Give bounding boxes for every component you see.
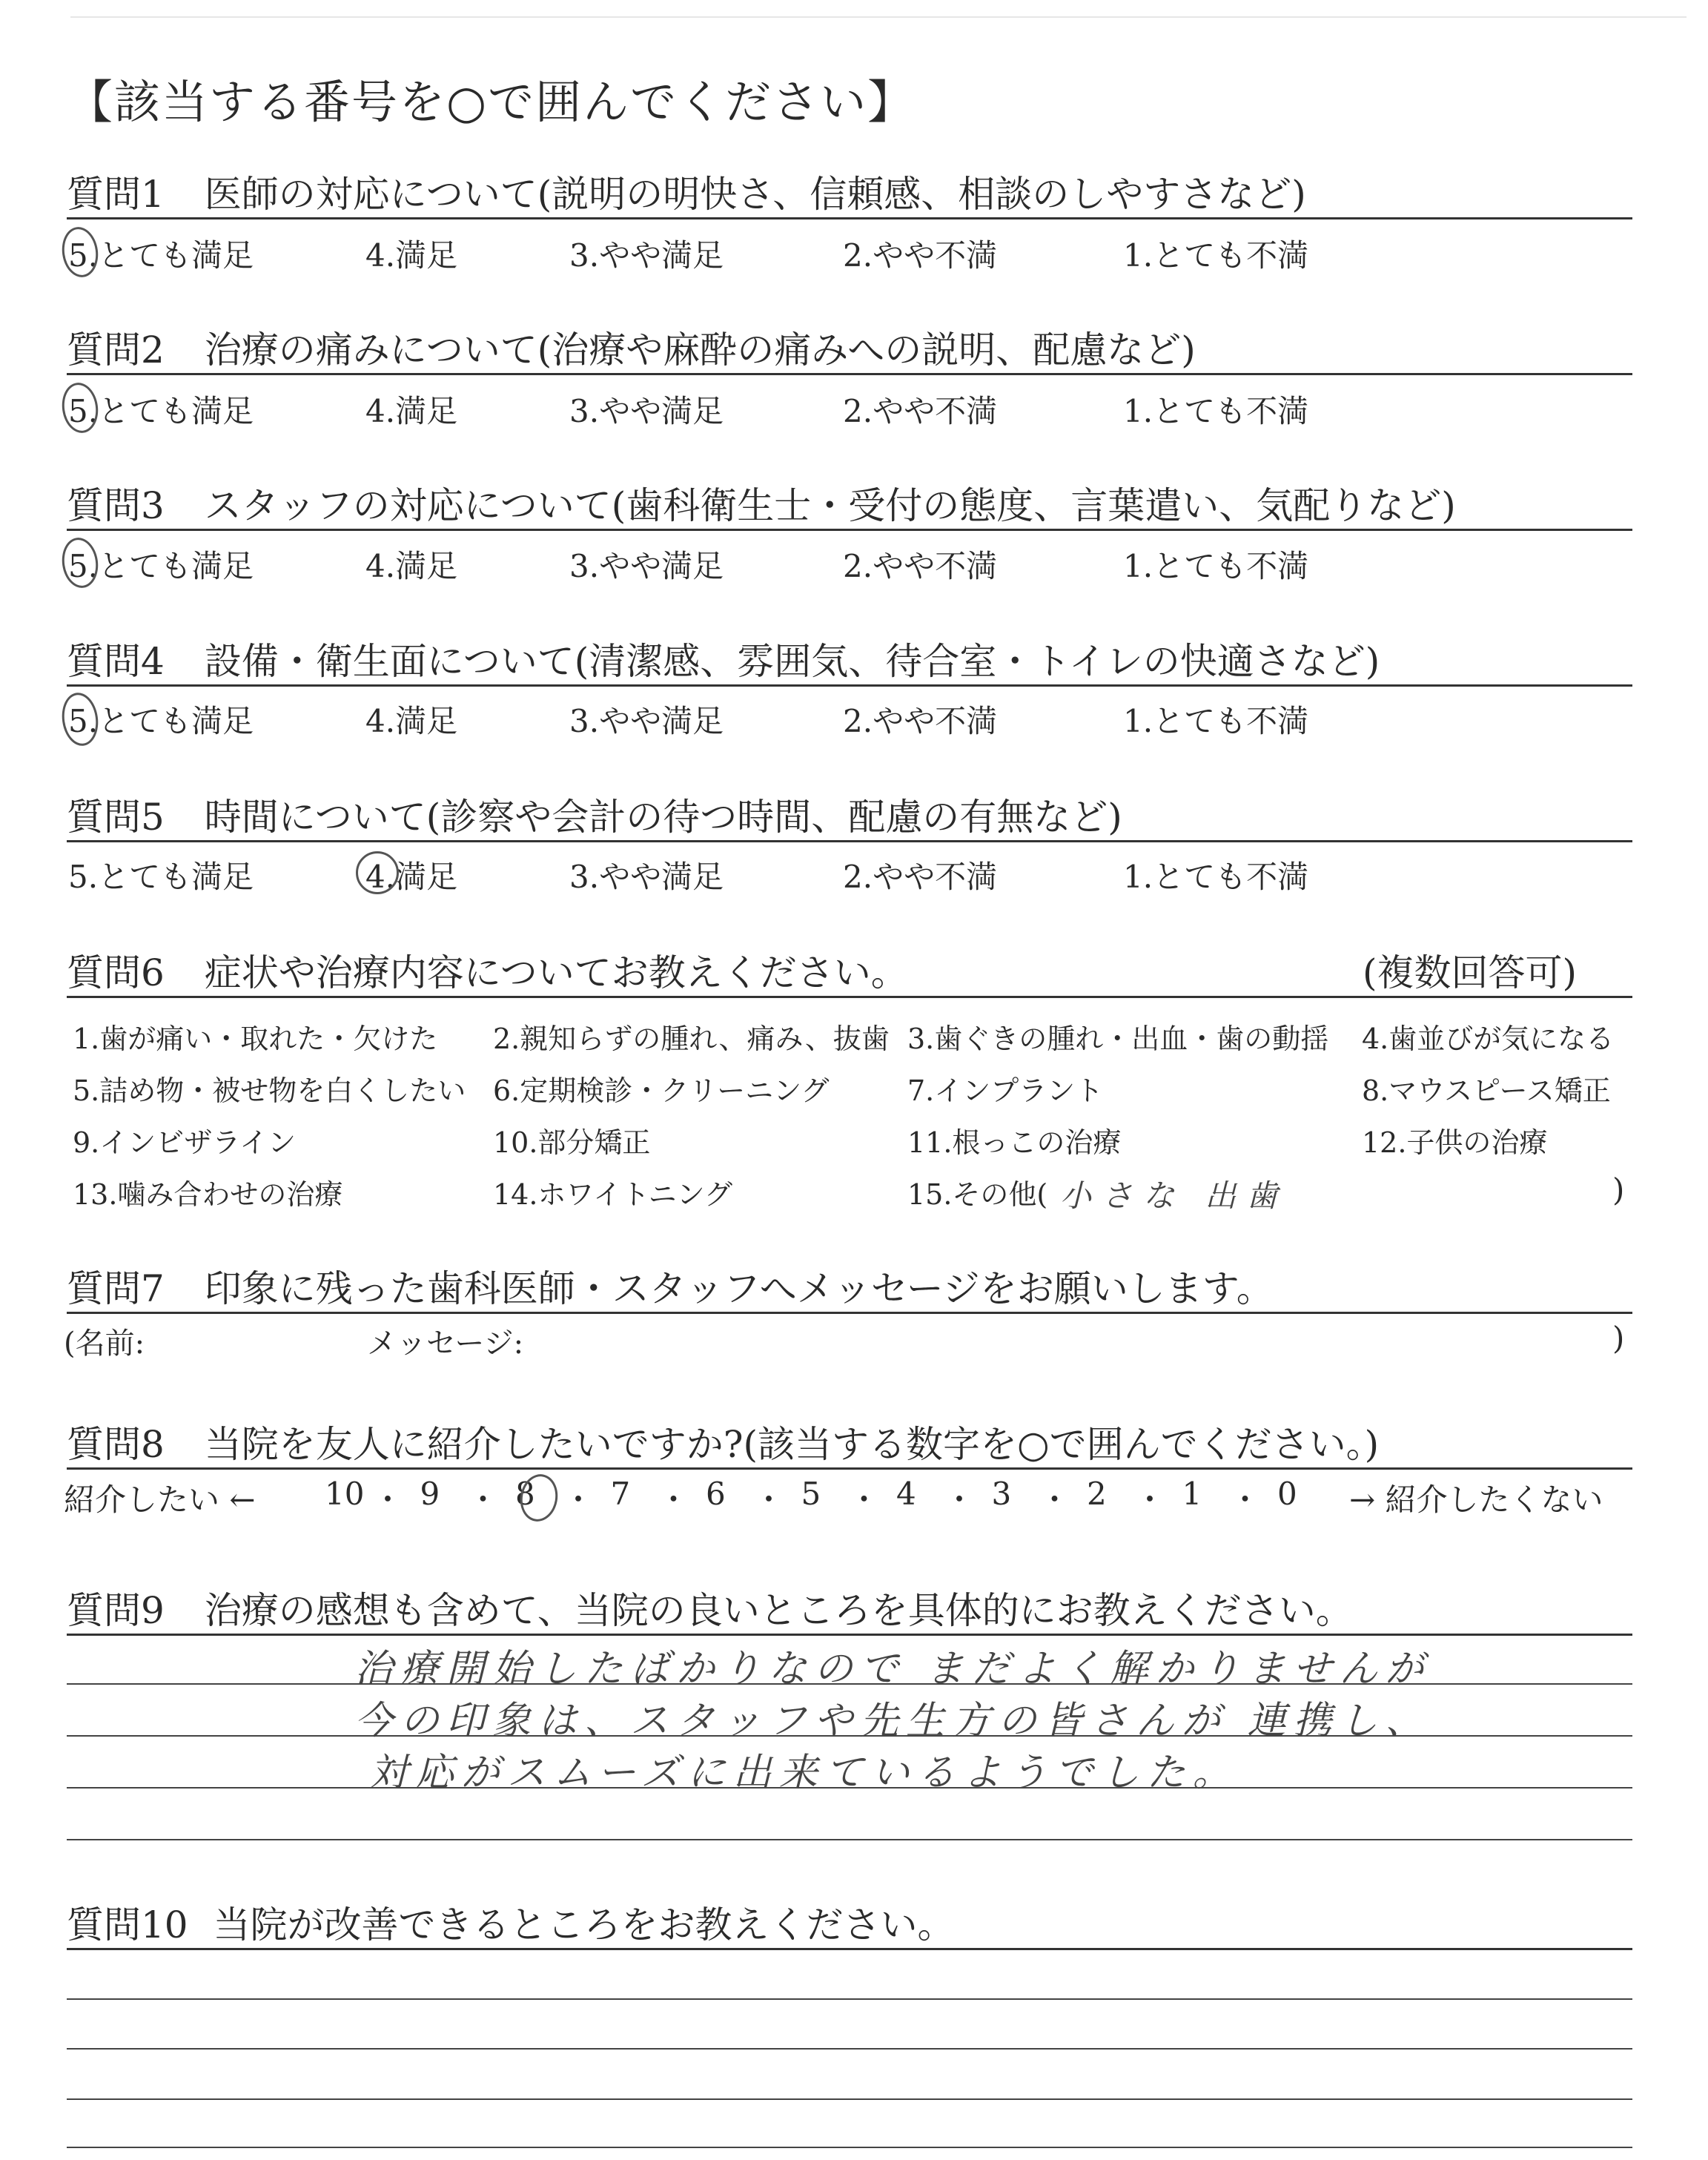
- q6-item-3[interactable]: 3.歯ぐきの腫れ・出血・歯の動揺: [907, 1023, 1329, 1055]
- q6-item-1[interactable]: 1.歯が痛い・取れた・欠けた: [73, 1023, 438, 1055]
- q4-option-1[interactable]: 1.とても不満: [1123, 703, 1309, 739]
- q2-option-2[interactable]: 2.やや不満: [843, 393, 998, 429]
- q8-scale-separator: ・: [753, 1482, 785, 1518]
- page-title: 【該当する番号を○で囲んでください】: [67, 75, 916, 129]
- question-9-text: 治療の感想も含めて、当院の良いところを具体的にお教えください。: [204, 1589, 1353, 1632]
- q6-item-8[interactable]: 8.マウスピース矯正: [1362, 1074, 1611, 1107]
- question-10: [67, 1895, 955, 1949]
- question-5: [67, 787, 1122, 841]
- q10-line-5: [67, 2147, 1632, 2148]
- question-1-label: 質問1: [67, 173, 165, 216]
- question-7-rule: [67, 1312, 1632, 1314]
- q6-item-11[interactable]: 11.根っこの治療: [907, 1126, 1122, 1159]
- question-2-text: 治療の痛みについて(治療や麻酔の痛みへの説明、配慮など): [204, 328, 1196, 371]
- q8-scale-separator: ・: [372, 1482, 404, 1518]
- q2-option-5[interactable]: 5.とても満足: [68, 393, 254, 429]
- q8-scale-separator: ・: [467, 1482, 499, 1518]
- q5-option-1[interactable]: 1.とても不満: [1123, 859, 1309, 895]
- question-5-text: 時間について(診察や会計の待つ時間、配慮の有無など): [204, 796, 1122, 839]
- question-3: [67, 476, 1456, 529]
- q6-item-15[interactable]: 15.その他(: [907, 1178, 1048, 1211]
- q9-answer-line-3[interactable]: 対応がスムーズに出来ているようでした。: [369, 1751, 1239, 1795]
- question-8-text: 当院を友人に紹介したいですか?(該当する数字を○で囲んでください。): [204, 1423, 1380, 1466]
- q6-item-2[interactable]: 2.親知らずの腫れ、痛み、抜歯: [493, 1023, 890, 1055]
- question-2-label: 質問2: [67, 328, 165, 371]
- question-5-label: 質問5: [67, 796, 165, 839]
- q8-right-label: → 紹介したくない: [1349, 1482, 1603, 1518]
- question-4-text: 設備・衛生面について(清潔感、雰囲気、待合室・トイレの快適さなど): [204, 640, 1380, 683]
- q4-option-3[interactable]: 3.やや満足: [569, 703, 724, 739]
- q3-option-5[interactable]: 5.とても満足: [68, 548, 254, 584]
- question-7-label: 質問7: [67, 1267, 165, 1310]
- q8-scale-6[interactable]: 6: [706, 1476, 726, 1512]
- q8-scale-7[interactable]: 7: [610, 1476, 631, 1512]
- question-1-text: 医師の対応について(説明の明快さ、信頼感、相談のしやすさなど): [204, 173, 1306, 216]
- q5-option-4[interactable]: 4.満足: [365, 859, 458, 895]
- question-4: [67, 632, 1380, 685]
- q7-name-label: (名前:: [64, 1327, 145, 1361]
- question-1: [67, 165, 1306, 218]
- question-4-label: 質問4: [67, 640, 165, 683]
- question-3-rule: [67, 529, 1632, 531]
- q2-option-4[interactable]: 4.満足: [365, 393, 458, 429]
- question-7: [67, 1259, 1274, 1312]
- q6-item-10[interactable]: 10.部分矯正: [493, 1126, 651, 1159]
- q4-option-2[interactable]: 2.やや不満: [843, 703, 998, 739]
- q8-scale-separator: ・: [848, 1482, 880, 1518]
- question-6-label: 質問6: [67, 951, 165, 994]
- q10-line-4: [67, 2098, 1632, 2100]
- q7-close: ): [1612, 1320, 1625, 1356]
- q8-scale-separator: ・: [1134, 1482, 1166, 1518]
- q8-scale-separator: ・: [1039, 1482, 1070, 1518]
- q8-scale-separator: ・: [563, 1482, 595, 1518]
- question-10-label: 質問10: [67, 1903, 188, 1946]
- q8-scale-4[interactable]: 4: [896, 1476, 916, 1512]
- q9-answer-line-2[interactable]: 今の印象は、スタッフや先生方の皆さんが 連携し、: [354, 1699, 1431, 1743]
- question-10-rule: [67, 1948, 1632, 1950]
- q5-selected-circle: [356, 851, 399, 894]
- q3-option-3[interactable]: 3.やや満足: [569, 548, 724, 584]
- q6-item-6[interactable]: 6.定期検診・クリーニング: [493, 1074, 830, 1107]
- q8-scale-1[interactable]: 1: [1182, 1476, 1202, 1512]
- question-2: [67, 320, 1196, 374]
- q8-left-label: 紹介したい ←: [64, 1482, 256, 1518]
- q5-option-2[interactable]: 2.やや不満: [843, 859, 998, 895]
- question-9-label: 質問9: [67, 1589, 165, 1632]
- q8-scale-2[interactable]: 2: [1087, 1476, 1107, 1512]
- question-5-rule: [67, 840, 1632, 842]
- question-4-rule: [67, 684, 1632, 687]
- q6-item-7[interactable]: 7.インプラント: [907, 1074, 1104, 1107]
- q5-option-5[interactable]: 5.とても満足: [68, 859, 254, 895]
- q1-option-2[interactable]: 2.やや不満: [843, 237, 998, 274]
- q4-option-4[interactable]: 4.満足: [365, 703, 458, 739]
- q1-option-5[interactable]: 5.とても満足: [68, 237, 254, 274]
- q8-scale-9[interactable]: 9: [420, 1476, 440, 1512]
- q6-item-12[interactable]: 12.子供の治療: [1362, 1126, 1548, 1159]
- q6-other-close: ): [1612, 1172, 1625, 1208]
- q6-other-answer[interactable]: 小さな 出歯: [1060, 1178, 1288, 1214]
- question-6-rule: [67, 996, 1632, 998]
- q5-option-3[interactable]: 3.やや満足: [569, 859, 724, 895]
- question-6-note: (複数回答可): [1363, 951, 1578, 994]
- q8-scale-8[interactable]: 8: [515, 1476, 535, 1512]
- q6-item-4[interactable]: 4.歯並びが気になる: [1362, 1023, 1615, 1055]
- q9-answer-line-1[interactable]: 治療開始したばかりなので まだよく解かりませんが: [354, 1647, 1431, 1691]
- q2-option-3[interactable]: 3.やや満足: [569, 393, 724, 429]
- question-6: [67, 943, 908, 997]
- q8-scale-separator: ・: [658, 1482, 689, 1518]
- q8-scale-5[interactable]: 5: [801, 1476, 821, 1512]
- q10-line-3: [67, 2048, 1632, 2050]
- q4-option-5[interactable]: 5.とても満足: [68, 703, 254, 739]
- q6-item-13[interactable]: 13.噛み合わせの治療: [73, 1178, 343, 1211]
- q6-item-9[interactable]: 9.インビザライン: [73, 1126, 297, 1159]
- question-10-text: 当院が改善できるところをお教えください。: [213, 1903, 955, 1946]
- question-7-text: 印象に残った歯科医師・スタッフへメッセージをお願いします。: [204, 1267, 1274, 1310]
- q3-option-1[interactable]: 1.とても不満: [1123, 548, 1309, 584]
- q6-item-14[interactable]: 14.ホワイトニング: [493, 1178, 733, 1211]
- q8-scale-separator: ・: [1229, 1482, 1261, 1518]
- question-9: [67, 1581, 1353, 1634]
- page-top-edge: [70, 16, 1687, 18]
- question-8-label: 質問8: [67, 1423, 165, 1466]
- question-2-rule: [67, 373, 1632, 375]
- question-1-rule: [67, 217, 1632, 219]
- q9-line-5: [67, 1839, 1632, 1840]
- q8-scale-3[interactable]: 3: [991, 1476, 1012, 1512]
- question-9-rule: [67, 1634, 1632, 1636]
- question-8: [67, 1415, 1379, 1468]
- q1-option-1[interactable]: 1.とても不満: [1123, 237, 1309, 274]
- question-3-label: 質問3: [67, 484, 165, 527]
- q10-line-2: [67, 1998, 1632, 2000]
- question-3-text: スタッフの対応について(歯科衛生士・受付の態度、言葉遣い、気配りなど): [204, 484, 1456, 527]
- q8-scale-10[interactable]: 10: [325, 1476, 365, 1512]
- question-6-text: 症状や治療内容についてお教えください。: [204, 951, 908, 994]
- q3-option-4[interactable]: 4.満足: [365, 548, 458, 584]
- q8-scale-separator: ・: [944, 1482, 976, 1518]
- q1-option-3[interactable]: 3.やや満足: [569, 237, 724, 274]
- q3-option-2[interactable]: 2.やや不満: [843, 548, 998, 584]
- q7-message-label: メッセージ:: [367, 1327, 524, 1361]
- question-8-rule: [67, 1467, 1632, 1470]
- q1-option-4[interactable]: 4.満足: [365, 237, 458, 274]
- q6-item-5[interactable]: 5.詰め物・被せ物を白くしたい: [73, 1074, 466, 1107]
- q8-scale-0[interactable]: 0: [1277, 1476, 1297, 1512]
- q2-option-1[interactable]: 1.とても不満: [1123, 393, 1309, 429]
